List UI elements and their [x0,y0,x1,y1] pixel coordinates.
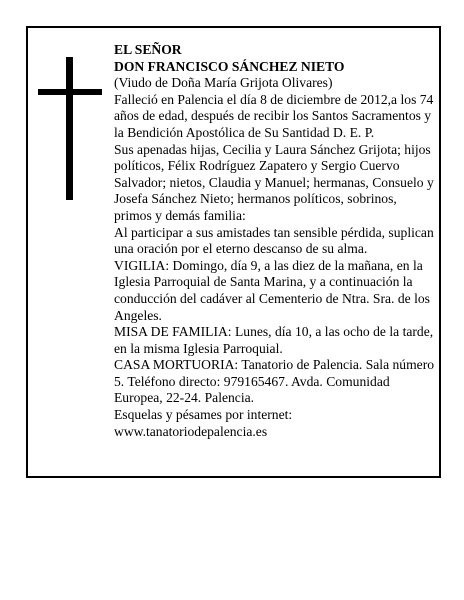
cross-vertical-bar [66,57,73,200]
obituary-notice [26,26,441,478]
obituary-text [114,42,436,440]
family-paragraph: Sus apenadas hijas, Cecilia y Laura Sánchez Grijota; hijos políticos, Félix Rodríguez Zapatero y Sergio Cuervo Salvador; nietos, Claudia y Manuel; hermanas, Consuelo y Josefa Sánchez Nieto; hermanos políticos, sobrinos, primos y demás familia: [114,141,434,223]
vigil-paragraph: VIGILIA: Domingo, día 9, a las diez de la mañana, en la Iglesia Parroquial de Santa Marina, y a continuación la conducción del cadáver al Cementerio de Ntra. Sra. de los Angeles. [114,257,430,323]
prayer-paragraph: Al participar a sus amistades tan sensible pérdida, suplican una oración por el eterno descanso de su alma. [114,224,434,257]
funeral-home-paragraph: CASA MORTUORIA: Tanatorio de Palencia. Sala número 5. Teléfono directo: 979165467. Avda. Comunidad Europea, 22-24. Palencia. [114,357,435,406]
widower-line: (Viudo de Doña María Grijota Olivares) [114,75,333,91]
notice-title: EL SEÑOR [114,42,182,57]
mass-paragraph: MISA DE FAMILIA: Lunes, día 10, a las ocho de la tarde, en la misma Iglesia Parroquial. [114,324,434,356]
condolences-line: Esquelas y pésames por internet: [114,407,293,423]
death-paragraph: Falleció en Palencia el día 8 de diciembre de 2012,a los 74 años de edad, después de recibir los Santos Sacramentos y la Bendición Apostólica de Su Santidad D. E. P. [114,91,434,140]
deceased-name: DON FRANCISCO SÁNCHEZ NIETO [114,58,345,74]
website-link[interactable]: www.tanatoriodepalencia.es [114,423,268,439]
cross-horizontal-bar [38,89,102,95]
